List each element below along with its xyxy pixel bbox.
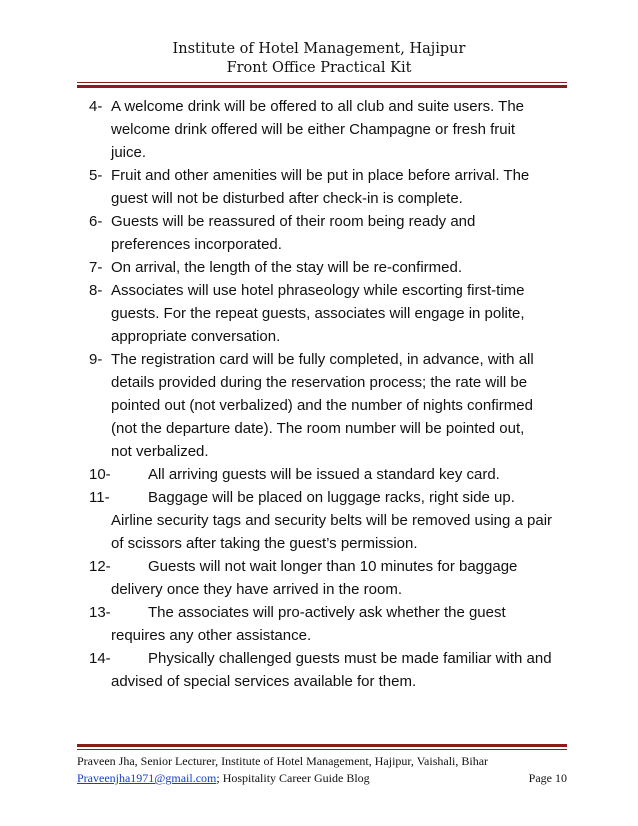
list-item-number: 13-	[89, 604, 111, 621]
list-item	[89, 555, 579, 601]
list-item-text-line: not verbalized.	[111, 443, 209, 460]
footer-email-link[interactable]: Praveenjha1971@gmail.com	[77, 771, 217, 785]
list-item-text-line: On arrival, the length of the stay will be re-confirmed.	[111, 259, 462, 276]
list-item-text-line: Baggage will be placed on luggage racks, right side up.	[148, 489, 515, 506]
footer-divider-thin	[77, 749, 567, 750]
list-item	[89, 95, 579, 164]
footer-contact-row	[77, 770, 567, 787]
list-item-text-line: (not the departure date). The room number will be pointed out,	[111, 420, 525, 437]
list-item-number: 7-	[89, 259, 103, 276]
list-item-text-line: appropriate conversation.	[111, 328, 281, 345]
list-item	[89, 647, 579, 693]
page-number: Page 10	[528, 771, 567, 785]
list-item-text-line: A welcome drink will be offered to all club and suite users. The	[111, 98, 524, 115]
list-item-number: 11-	[89, 489, 110, 506]
header-divider-thin	[77, 82, 567, 83]
list-item-text-line: Guests will not wait longer than 10 minutes for baggage	[148, 558, 518, 575]
list-item	[89, 463, 579, 486]
list-item	[89, 279, 579, 348]
page-footer	[77, 753, 567, 787]
list-item	[89, 164, 579, 210]
list-item-text-line: requires any other assistance.	[111, 627, 312, 644]
footer-author: Praveen Jha, Senior Lecturer, Institute of Hotel Management, Hajipur, Vaishali, Bihar	[77, 754, 489, 768]
list-item	[89, 601, 579, 647]
list-item	[89, 348, 579, 463]
list-item-text-line: juice.	[111, 144, 147, 161]
list-item-text-line: delivery once they have arrived in the room.	[111, 581, 402, 598]
list-item-text-line: welcome drink offered will be either Champagne or fresh fruit	[111, 121, 516, 138]
list-item-text-line: The associates will pro-actively ask whether the guest	[148, 604, 506, 621]
list-item-number: 6-	[89, 213, 103, 230]
header-title: Front Office Practical Kit	[226, 60, 412, 76]
list-item-text-line: Airline security tags and security belts will be removed using a pair	[111, 512, 553, 529]
list-item-text-line: preferences incorporated.	[111, 236, 282, 253]
list-item-text-line: of scissors after taking the guest’s permission.	[111, 535, 418, 552]
list-item	[89, 210, 579, 256]
list-item-text-line: Associates will use hotel phraseology while escorting first-time	[111, 282, 525, 299]
list-item-text-line: The registration card will be fully completed, in advance, with all	[111, 351, 534, 368]
list-item-text-line: Guests will be reassured of their room being ready and	[111, 213, 476, 230]
list-item-text-line: details provided during the reservation process; the rate will be	[111, 374, 528, 391]
list-item-text-line: Physically challenged guests must be made familiar with and	[148, 650, 552, 667]
list-item-number: 12-	[89, 558, 111, 575]
list-item-text-line: Fruit and other amenities will be put in place before arrival. The	[111, 167, 530, 184]
list-item-text-line: advised of special services available for them.	[111, 673, 417, 690]
header-institute: Institute of Hotel Management, Hajipur	[172, 41, 466, 57]
page-header	[0, 40, 638, 78]
list-item-number: 5-	[89, 167, 103, 184]
list-item-text-line: guest will not be disturbed after check-in is complete.	[111, 190, 463, 207]
header-divider-thick	[77, 85, 567, 88]
list-item-number: 8-	[89, 282, 103, 299]
numbered-list	[89, 95, 579, 693]
footer-divider-thick	[77, 744, 567, 747]
list-item-text-line: guests. For the repeat guests, associates will engage in polite,	[111, 305, 525, 322]
footer-blog: ; Hospitality Career Guide Blog	[216, 771, 370, 785]
list-item-number: 14-	[89, 650, 111, 667]
list-item-number: 4-	[89, 98, 103, 115]
list-item	[89, 256, 579, 279]
list-item-number: 10-	[89, 466, 111, 483]
list-item-text-line: All arriving guests will be issued a standard key card.	[148, 466, 500, 483]
list-item-text-line: pointed out (not verbalized) and the number of nights confirmed	[111, 397, 533, 414]
list-item	[89, 486, 579, 555]
list-item-number: 9-	[89, 351, 103, 368]
